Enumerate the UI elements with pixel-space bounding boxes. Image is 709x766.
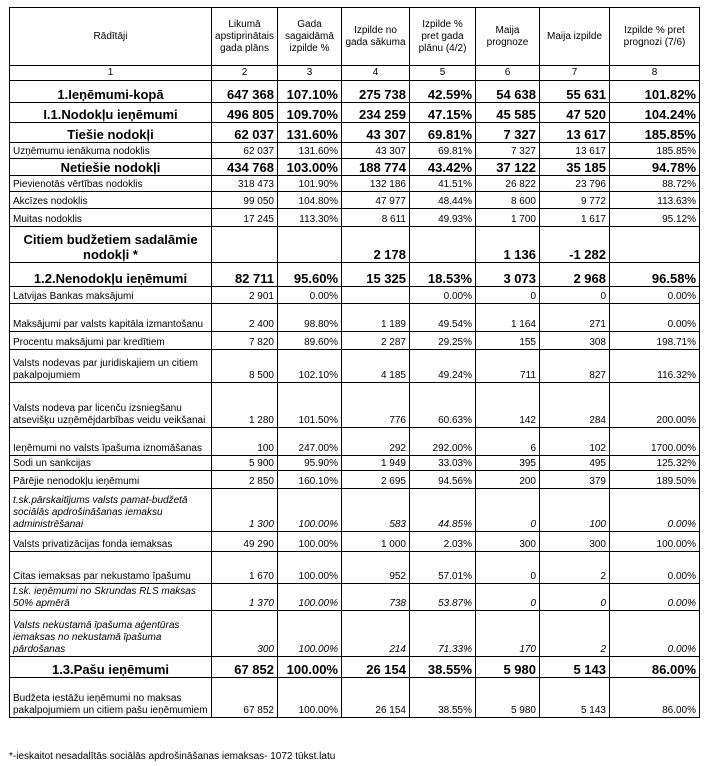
value-cell: 395 — [476, 456, 540, 471]
column-index-cell: 7 — [540, 66, 610, 81]
table-row — [10, 456, 700, 471]
value-cell: 1 617 — [540, 209, 610, 227]
value-cell: 102.10% — [278, 350, 342, 383]
value-cell: 2 178 — [342, 227, 410, 263]
value-cell: 100.00% — [278, 678, 342, 718]
header-cell: Izpilde no gada sākuma — [342, 8, 410, 66]
value-cell: 95.12% — [610, 209, 700, 227]
value-cell: 69.81% — [410, 143, 476, 159]
row-label-cell: Sodi un sankcijas — [10, 456, 212, 471]
value-cell: 0 — [540, 287, 610, 304]
value-cell: 104.24% — [610, 103, 700, 123]
row-label-cell: Muitas nodoklis — [10, 209, 212, 227]
value-cell: 1 949 — [342, 456, 410, 471]
value-cell: 41.51% — [410, 176, 476, 192]
value-cell: 47 520 — [540, 103, 610, 123]
value-cell: 7 820 — [212, 332, 278, 350]
value-cell: 2 — [540, 552, 610, 584]
value-cell: 234 259 — [342, 103, 410, 123]
value-cell: 23 796 — [540, 176, 610, 192]
table-body — [10, 81, 700, 718]
value-cell: 308 — [540, 332, 610, 350]
row-label-cell: Pārējie nenodokļu ieņēmumi — [10, 471, 212, 489]
value-cell: 101.50% — [278, 383, 342, 428]
row-label-cell: Tiešie nodokļi — [10, 123, 212, 143]
row-label-cell: Maksājumi par valsts kapitāla izmantošanu — [10, 304, 212, 332]
value-cell: 189.50% — [610, 471, 700, 489]
value-cell: 71.33% — [410, 611, 476, 657]
value-cell: 776 — [342, 383, 410, 428]
row-label-cell: 1.3.Pašu ieņēmumi — [10, 657, 212, 678]
value-cell: 185.85% — [610, 123, 700, 143]
value-cell: 3 073 — [476, 263, 540, 287]
value-cell: 2 695 — [342, 471, 410, 489]
value-cell: 67 852 — [212, 657, 278, 678]
value-cell: 0.00% — [610, 584, 700, 611]
value-cell: 0 — [476, 584, 540, 611]
budget-revenue-table — [9, 7, 700, 718]
table-row — [10, 81, 700, 103]
value-cell: 200 — [476, 471, 540, 489]
value-cell: 43 307 — [342, 143, 410, 159]
table-row — [10, 471, 700, 489]
value-cell: 5 143 — [540, 678, 610, 718]
value-cell: 1 700 — [476, 209, 540, 227]
value-cell: 26 822 — [476, 176, 540, 192]
value-cell: 1700.00% — [610, 428, 700, 456]
value-cell: 113.30% — [278, 209, 342, 227]
value-cell: 2 400 — [212, 304, 278, 332]
value-cell: 82 711 — [212, 263, 278, 287]
table-row — [10, 263, 700, 287]
value-cell: 271 — [540, 304, 610, 332]
value-cell: 47.15% — [410, 103, 476, 123]
value-cell: 9 772 — [540, 192, 610, 209]
value-cell: 99 050 — [212, 192, 278, 209]
table-row — [10, 383, 700, 428]
value-cell: 132 186 — [342, 176, 410, 192]
value-cell: 0 — [540, 584, 610, 611]
value-cell: 62 037 — [212, 123, 278, 143]
value-cell: 2 850 — [212, 471, 278, 489]
value-cell — [610, 227, 700, 263]
value-cell: 29.25% — [410, 332, 476, 350]
value-cell: 583 — [342, 489, 410, 532]
value-cell: 94.56% — [410, 471, 476, 489]
value-cell: 100.00% — [278, 532, 342, 552]
value-cell: 214 — [342, 611, 410, 657]
table-row — [10, 350, 700, 383]
table-row — [10, 159, 700, 176]
value-cell: 38.55% — [410, 678, 476, 718]
value-cell: 43 307 — [342, 123, 410, 143]
value-cell: 5 980 — [476, 678, 540, 718]
value-cell: 38.55% — [410, 657, 476, 678]
value-cell: 2 968 — [540, 263, 610, 287]
value-cell: 100.00% — [278, 657, 342, 678]
value-cell: 55 631 — [540, 81, 610, 103]
value-cell: 98.80% — [278, 304, 342, 332]
row-label-cell: Latvijas Bankas maksājumi — [10, 287, 212, 304]
value-cell: 89.60% — [278, 332, 342, 350]
value-cell: 1 164 — [476, 304, 540, 332]
value-cell: 95.90% — [278, 456, 342, 471]
value-cell: 170 — [476, 611, 540, 657]
value-cell: 94.78% — [610, 159, 700, 176]
row-label-cell: Procentu maksājumi par kredītiem — [10, 332, 212, 350]
value-cell: 101.90% — [278, 176, 342, 192]
value-cell: 17 245 — [212, 209, 278, 227]
value-cell: 57.01% — [410, 552, 476, 584]
value-cell: 1 280 — [212, 383, 278, 428]
value-cell: 100 — [540, 489, 610, 532]
value-cell — [212, 227, 278, 263]
table-row — [10, 332, 700, 350]
value-cell: 1 300 — [212, 489, 278, 532]
column-index-cell: 1 — [10, 66, 212, 81]
value-cell: 54 638 — [476, 81, 540, 103]
value-cell: 647 368 — [212, 81, 278, 103]
value-cell: 2 — [540, 611, 610, 657]
column-index-cell: 8 — [610, 66, 700, 81]
value-cell: 1 189 — [342, 304, 410, 332]
table-row — [10, 304, 700, 332]
table-row — [10, 123, 700, 143]
table-row — [10, 657, 700, 678]
value-cell: 8 500 — [212, 350, 278, 383]
column-index-cell: 3 — [278, 66, 342, 81]
header-row — [10, 8, 700, 66]
footnote: *-ieskaitot nesadalītās sociālās apdrošināšanas iemaksas- 1072 tūkst.latu — [9, 751, 336, 762]
header-cell: Gada sagaidāmā izpilde % — [278, 8, 342, 66]
value-cell: 104.80% — [278, 192, 342, 209]
value-cell: 188 774 — [342, 159, 410, 176]
table-row — [10, 176, 700, 192]
value-cell: 44.85% — [410, 489, 476, 532]
value-cell: 0 — [476, 287, 540, 304]
value-cell: 2 901 — [212, 287, 278, 304]
value-cell: 0.00% — [410, 287, 476, 304]
value-cell: 125.32% — [610, 456, 700, 471]
value-cell: 48.44% — [410, 192, 476, 209]
value-cell: 1 670 — [212, 552, 278, 584]
row-label-cell: I.1.Nodokļu ieņēmumi — [10, 103, 212, 123]
row-label-cell: Valsts nodevas par juridiskajiem un citiem pakalpojumiem — [10, 350, 212, 383]
value-cell: 102 — [540, 428, 610, 456]
value-cell: 100.00% — [610, 532, 700, 552]
value-cell — [342, 287, 410, 304]
value-cell: 131.60% — [278, 123, 342, 143]
value-cell: 109.70% — [278, 103, 342, 123]
value-cell: 0.00% — [610, 552, 700, 584]
value-cell: 37 122 — [476, 159, 540, 176]
value-cell: 200.00% — [610, 383, 700, 428]
value-cell: 100.00% — [278, 611, 342, 657]
value-cell: 13 617 — [540, 143, 610, 159]
value-cell: 0.00% — [610, 489, 700, 532]
row-label-cell: Citas iemaksas par nekustamo īpašumu — [10, 552, 212, 584]
header-cell: Izpilde % pret prognozi (7/6) — [610, 8, 700, 66]
table-row — [10, 143, 700, 159]
row-label-cell: Pievienotās vērtības nodoklis — [10, 176, 212, 192]
value-cell: 6 — [476, 428, 540, 456]
value-cell: 318 473 — [212, 176, 278, 192]
value-cell: 101.82% — [610, 81, 700, 103]
column-index-cell: 4 — [342, 66, 410, 81]
value-cell: 5 900 — [212, 456, 278, 471]
value-cell: 8 600 — [476, 192, 540, 209]
value-cell: 100.00% — [278, 489, 342, 532]
value-cell: 26 154 — [342, 657, 410, 678]
row-label-cell: t.sk.pārskaitījums valsts pamat-budžetā sociālās apdrošināšanas iemaksu administrēšanai — [10, 489, 212, 532]
table-row — [10, 428, 700, 456]
value-cell — [410, 227, 476, 263]
value-cell: 8 611 — [342, 209, 410, 227]
row-label-cell: Ieņēmumi no valsts īpašuma iznomāšanas — [10, 428, 212, 456]
value-cell: 0 — [476, 489, 540, 532]
value-cell: 49.24% — [410, 350, 476, 383]
value-cell: 284 — [540, 383, 610, 428]
row-label-cell: Uzņēmumu ienākuma nodoklis — [10, 143, 212, 159]
value-cell: 155 — [476, 332, 540, 350]
row-label-cell: Valsts nodeva par licenču izsniegšanu atsevišķu uzņēmējdarbības veidu veikšanai — [10, 383, 212, 428]
value-cell: 13 617 — [540, 123, 610, 143]
value-cell: 292 — [342, 428, 410, 456]
value-cell: 292.00% — [410, 428, 476, 456]
column-index-cell: 6 — [476, 66, 540, 81]
table-row — [10, 678, 700, 718]
value-cell: 300 — [476, 532, 540, 552]
row-label-cell: 1.2.Nenodokļu ieņēmumi — [10, 263, 212, 287]
header-cell: Rādītāji — [10, 8, 212, 66]
value-cell: 0.00% — [610, 287, 700, 304]
table-row — [10, 192, 700, 209]
value-cell: 88.72% — [610, 176, 700, 192]
value-cell — [278, 227, 342, 263]
value-cell: 495 — [540, 456, 610, 471]
value-cell: 95.60% — [278, 263, 342, 287]
header-cell: Likumā apstiprinātais gada plāns — [212, 8, 278, 66]
table-row — [10, 611, 700, 657]
table-row — [10, 489, 700, 532]
value-cell: 434 768 — [212, 159, 278, 176]
row-label-cell: Valsts privatizācijas fonda iemaksas — [10, 532, 212, 552]
value-cell: 49 290 — [212, 532, 278, 552]
value-cell: 7 327 — [476, 123, 540, 143]
value-cell: 2 287 — [342, 332, 410, 350]
value-cell: 0.00% — [610, 304, 700, 332]
value-cell: 738 — [342, 584, 410, 611]
table-row — [10, 209, 700, 227]
value-cell: 107.10% — [278, 81, 342, 103]
value-cell: 86.00% — [610, 657, 700, 678]
value-cell: 100.00% — [278, 552, 342, 584]
row-label-cell: Citiem budžetiem sadalāmie nodokļi * — [10, 227, 212, 263]
value-cell: 15 325 — [342, 263, 410, 287]
value-cell: 0.00% — [278, 287, 342, 304]
value-cell: 100 — [212, 428, 278, 456]
row-label-cell: Budžeta iestāžu ieņēmumi no maksas pakalpojumiem un citiem pašu ieņēmumiem — [10, 678, 212, 718]
report-table-container — [9, 7, 699, 718]
value-cell: 496 805 — [212, 103, 278, 123]
header-cell: Maija prognoze — [476, 8, 540, 66]
value-cell: 711 — [476, 350, 540, 383]
value-cell: 60.63% — [410, 383, 476, 428]
value-cell: 0.00% — [610, 611, 700, 657]
value-cell: 160.10% — [278, 471, 342, 489]
value-cell: 116.32% — [610, 350, 700, 383]
value-cell: 247.00% — [278, 428, 342, 456]
value-cell: 4 185 — [342, 350, 410, 383]
value-cell: 5 143 — [540, 657, 610, 678]
value-cell: 1 136 — [476, 227, 540, 263]
row-label-cell: Valsts nekustamā īpašuma aģentūras iemaksas no nekustamā īpašuma pārdošanas — [10, 611, 212, 657]
value-cell: 1 000 — [342, 532, 410, 552]
value-cell: 69.81% — [410, 123, 476, 143]
table-row — [10, 584, 700, 611]
value-cell: 53.87% — [410, 584, 476, 611]
column-index-cell: 5 — [410, 66, 476, 81]
value-cell: 275 738 — [342, 81, 410, 103]
value-cell: 5 980 — [476, 657, 540, 678]
value-cell: 142 — [476, 383, 540, 428]
column-index-cell: 2 — [212, 66, 278, 81]
value-cell: 47 977 — [342, 192, 410, 209]
value-cell: 2.03% — [410, 532, 476, 552]
value-cell: 100.00% — [278, 584, 342, 611]
value-cell: 18.53% — [410, 263, 476, 287]
value-cell: 827 — [540, 350, 610, 383]
row-label-cell: 1.Ieņēmumi-kopā — [10, 81, 212, 103]
value-cell: 96.58% — [610, 263, 700, 287]
header-cell: Izpilde % pret gada plānu (4/2) — [410, 8, 476, 66]
value-cell: 379 — [540, 471, 610, 489]
row-label-cell: Akcīzes nodoklis — [10, 192, 212, 209]
value-cell: 131.60% — [278, 143, 342, 159]
value-cell: 42.59% — [410, 81, 476, 103]
value-cell: 952 — [342, 552, 410, 584]
value-cell: 198.71% — [610, 332, 700, 350]
table-row — [10, 532, 700, 552]
value-cell: 0 — [476, 552, 540, 584]
table-row — [10, 103, 700, 123]
value-cell: 103.00% — [278, 159, 342, 176]
column-index-row — [10, 66, 700, 81]
value-cell: 49.93% — [410, 209, 476, 227]
value-cell: 26 154 — [342, 678, 410, 718]
value-cell: 300 — [540, 532, 610, 552]
value-cell: 67 852 — [212, 678, 278, 718]
value-cell: 1 370 — [212, 584, 278, 611]
value-cell: 43.42% — [410, 159, 476, 176]
value-cell: 62 037 — [212, 143, 278, 159]
value-cell: 33.03% — [410, 456, 476, 471]
value-cell: 300 — [212, 611, 278, 657]
header-cell: Maija izpilde — [540, 8, 610, 66]
table-row — [10, 287, 700, 304]
table-row — [10, 552, 700, 584]
value-cell: 35 185 — [540, 159, 610, 176]
row-label-cell: t.sk. ieņēmumi no Skrundas RLS maksas 50% apmērā — [10, 584, 212, 611]
value-cell: 113.63% — [610, 192, 700, 209]
row-label-cell: Netiešie nodokļi — [10, 159, 212, 176]
table-row — [10, 227, 700, 263]
value-cell: 49.54% — [410, 304, 476, 332]
value-cell: 185.85% — [610, 143, 700, 159]
value-cell: -1 282 — [540, 227, 610, 263]
value-cell: 7 327 — [476, 143, 540, 159]
value-cell: 86.00% — [610, 678, 700, 718]
value-cell: 45 585 — [476, 103, 540, 123]
